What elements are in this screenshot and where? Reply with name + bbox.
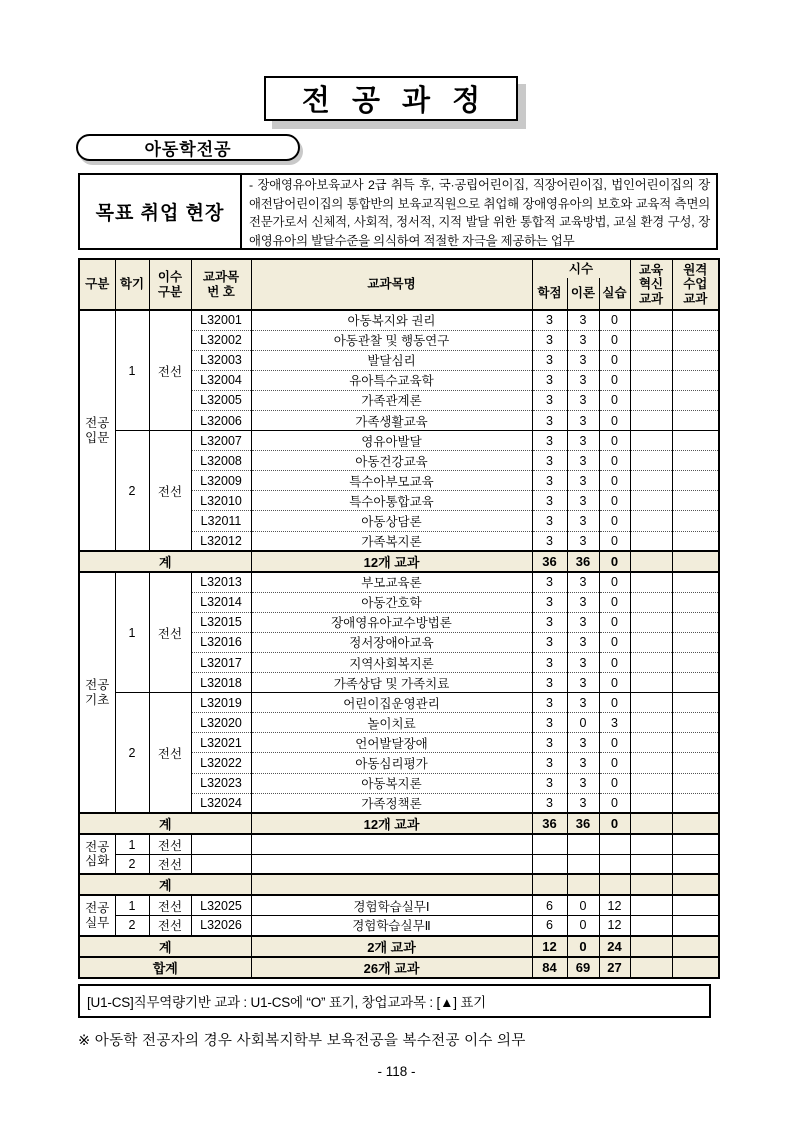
course-theory-cell: 3 (567, 673, 599, 693)
course-edu-innovation-cell (630, 834, 672, 854)
course-practice-cell: 0 (599, 733, 630, 753)
goal-description: - 장애영유아보육교사 2급 취득 후, 국·공립어린이집, 직장어린이집, 법인어린이집의 장애전담어린이집의 통합반의 보육교직원으로 취업해 장애영유아의 보호와 교육적 측면의 전문가로서 신체적, 사회적, 정서적, 지적 발달 위한 통합적 교육방법, 교실 환경 구성, 장애영유아의 발달수준을 의식하여 적절한 자극을 제공하는 업무 (249, 178, 710, 248)
course-remote-class-cell (672, 834, 719, 854)
page-title: 전 공 과 정 (301, 85, 488, 117)
course-code-cell: L32013 (191, 572, 251, 592)
course-theory-cell: 3 (567, 793, 599, 813)
total-practice-cell: 24 (599, 936, 630, 957)
course-practice-cell (599, 854, 630, 874)
course-edu-innovation-cell (630, 895, 672, 915)
course-credit-cell: 3 (532, 693, 567, 713)
course-practice-cell (599, 834, 630, 854)
course-theory-cell (567, 834, 599, 854)
course-code-cell: L32002 (191, 330, 251, 350)
major-badge (76, 134, 300, 161)
header-type: 이수 구분 (149, 259, 191, 310)
total-label-cell: 계 (79, 936, 251, 957)
course-practice-cell: 0 (599, 612, 630, 632)
course-practice-cell: 0 (599, 471, 630, 491)
total-remote-class-cell (672, 936, 719, 957)
course-code-cell: L32019 (191, 693, 251, 713)
course-remote-class-cell (672, 531, 719, 551)
course-code-cell: L32024 (191, 793, 251, 813)
header-code: 교과목 번 호 (191, 259, 251, 310)
course-practice-cell: 0 (599, 632, 630, 652)
total-remote-class-cell (672, 957, 719, 978)
table-row (79, 431, 719, 451)
course-credit-cell: 3 (532, 431, 567, 451)
goal-employment-box (78, 173, 718, 250)
course-edu-innovation-cell (630, 713, 672, 733)
course-practice-cell: 3 (599, 713, 630, 733)
course-code-cell: L32015 (191, 612, 251, 632)
total-edu-innovation-cell (630, 957, 672, 978)
course-credit-cell: 3 (532, 310, 567, 330)
course-code-cell: L32005 (191, 390, 251, 410)
course-theory-cell: 3 (567, 531, 599, 551)
course-remote-class-cell (672, 471, 719, 491)
course-practice-cell: 0 (599, 653, 630, 673)
total-practice-cell: 27 (599, 957, 630, 978)
total-label-cell: 합계 (79, 957, 251, 978)
course-theory-cell: 0 (567, 713, 599, 733)
header-hours: 시수 (532, 259, 630, 278)
legend-note-box (78, 984, 711, 1018)
course-name-cell: 아동복지론 (251, 773, 532, 793)
course-remote-class-cell (672, 310, 719, 330)
course-name-cell: 가족상담 및 가족치료 (251, 673, 532, 693)
course-edu-innovation-cell (630, 390, 672, 410)
course-edu-innovation-cell (630, 592, 672, 612)
total-edu-innovation-cell (630, 551, 672, 572)
course-remote-class-cell (672, 673, 719, 693)
total-label-cell: 계 (79, 874, 251, 895)
course-code-cell: L32012 (191, 531, 251, 551)
course-remote-class-cell (672, 773, 719, 793)
term-cell: 2 (115, 431, 149, 552)
course-code-cell: L32023 (191, 773, 251, 793)
course-edu-innovation-cell (630, 793, 672, 813)
course-practice-cell: 0 (599, 592, 630, 612)
total-edu-innovation-cell (630, 813, 672, 834)
course-credit-cell: 3 (532, 632, 567, 652)
course-credit-cell: 3 (532, 491, 567, 511)
course-name-cell: 놀이치료 (251, 713, 532, 733)
course-type-cell: 전선 (149, 895, 191, 915)
term-cell: 1 (115, 572, 149, 693)
course-remote-class-cell (672, 793, 719, 813)
course-practice-cell: 0 (599, 431, 630, 451)
course-code-cell: L32020 (191, 713, 251, 733)
course-code-cell: L32009 (191, 471, 251, 491)
course-remote-class-cell (672, 390, 719, 410)
course-remote-class-cell (672, 350, 719, 370)
course-remote-class-cell (672, 431, 719, 451)
course-theory-cell: 3 (567, 451, 599, 471)
course-code-cell: L32017 (191, 653, 251, 673)
course-credit-cell: 6 (532, 895, 567, 915)
table-row (79, 310, 719, 330)
course-theory-cell: 3 (567, 431, 599, 451)
course-edu-innovation-cell (630, 673, 672, 693)
asterisk-note: ※ 아동학 전공자의 경우 사회복지학부 보육전공을 복수전공 이수 의무 (78, 1033, 526, 1049)
course-name-cell: 경험학습실무Ⅱ (251, 916, 532, 936)
course-edu-innovation-cell (630, 916, 672, 936)
course-name-cell: 특수아통합교육 (251, 491, 532, 511)
header-practice: 실습 (599, 278, 630, 310)
legend-note-text: [U1-CS]직무역량기반 교과 : U1-CS에 “O” 표기, 창업교과목 : [▲] 표기 (87, 995, 487, 1010)
table-body (79, 310, 719, 978)
course-name-cell: 발달심리 (251, 350, 532, 370)
course-name-cell (251, 854, 532, 874)
course-remote-class-cell (672, 693, 719, 713)
course-theory-cell: 3 (567, 653, 599, 673)
course-credit-cell: 3 (532, 531, 567, 551)
course-name-cell: 아동관찰 및 행동연구 (251, 330, 532, 350)
course-code-cell (191, 854, 251, 874)
course-practice-cell: 0 (599, 390, 630, 410)
course-credit-cell: 3 (532, 471, 567, 491)
total-edu-innovation-cell (630, 936, 672, 957)
total-theory-cell (567, 874, 599, 895)
course-edu-innovation-cell (630, 693, 672, 713)
course-practice-cell: 0 (599, 410, 630, 430)
grand-total-row (79, 957, 719, 978)
total-name-cell (251, 874, 532, 895)
total-name-cell: 12개 교과 (251, 551, 532, 572)
total-edu-innovation-cell (630, 874, 672, 895)
course-credit-cell: 3 (532, 673, 567, 693)
course-theory-cell: 3 (567, 612, 599, 632)
course-code-cell: L32006 (191, 410, 251, 430)
course-practice-cell: 0 (599, 451, 630, 471)
course-code-cell: L32004 (191, 370, 251, 390)
course-edu-innovation-cell (630, 310, 672, 330)
course-name-cell: 영유아발달 (251, 431, 532, 451)
term-cell: 2 (115, 693, 149, 814)
total-credit-cell: 84 (532, 957, 567, 978)
course-edu-innovation-cell (630, 330, 672, 350)
course-credit-cell (532, 854, 567, 874)
subtotal-row (79, 813, 719, 834)
course-code-cell: L32026 (191, 916, 251, 936)
course-practice-cell: 0 (599, 330, 630, 350)
course-code-cell: L32003 (191, 350, 251, 370)
term-cell: 1 (115, 895, 149, 915)
group-label-cell: 전공 기초 (79, 572, 115, 813)
course-name-cell: 아동심리평가 (251, 753, 532, 773)
course-practice-cell: 0 (599, 773, 630, 793)
total-theory-cell: 0 (567, 936, 599, 957)
course-edu-innovation-cell (630, 733, 672, 753)
course-remote-class-cell (672, 895, 719, 915)
course-practice-cell: 0 (599, 753, 630, 773)
course-remote-class-cell (672, 653, 719, 673)
course-code-cell: L32014 (191, 592, 251, 612)
course-credit-cell: 3 (532, 390, 567, 410)
course-credit-cell: 3 (532, 592, 567, 612)
course-credit-cell: 3 (532, 733, 567, 753)
course-name-cell: 아동건강교육 (251, 451, 532, 471)
course-remote-class-cell (672, 854, 719, 874)
course-name-cell: 언어발달장애 (251, 733, 532, 753)
course-code-cell: L32008 (191, 451, 251, 471)
course-theory-cell: 3 (567, 511, 599, 531)
course-type-cell: 전선 (149, 431, 191, 552)
course-practice-cell: 0 (599, 370, 630, 390)
total-remote-class-cell (672, 874, 719, 895)
course-edu-innovation-cell (630, 612, 672, 632)
course-name-cell: 아동복지와 권리 (251, 310, 532, 330)
course-type-cell: 전선 (149, 572, 191, 693)
course-code-cell (191, 834, 251, 854)
course-credit-cell: 3 (532, 511, 567, 531)
course-theory-cell: 3 (567, 572, 599, 592)
course-edu-innovation-cell (630, 491, 672, 511)
term-cell: 1 (115, 834, 149, 854)
page-number: - 118 - (377, 1064, 416, 1079)
course-practice-cell: 0 (599, 572, 630, 592)
course-remote-class-cell (672, 753, 719, 773)
course-credit-cell: 3 (532, 451, 567, 471)
course-name-cell: 특수아부모교육 (251, 471, 532, 491)
total-name-cell: 2개 교과 (251, 936, 532, 957)
table-row (79, 693, 719, 713)
total-credit-cell (532, 874, 567, 895)
group-label-cell: 전공 심화 (79, 834, 115, 874)
course-name-cell: 경험학습실무Ⅰ (251, 895, 532, 915)
course-code-cell: L32025 (191, 895, 251, 915)
course-name-cell: 부모교육론 (251, 572, 532, 592)
course-name-cell: 아동간호학 (251, 592, 532, 612)
course-credit-cell: 3 (532, 612, 567, 632)
course-theory-cell: 3 (567, 491, 599, 511)
header-term: 학기 (115, 259, 149, 310)
course-theory-cell: 3 (567, 733, 599, 753)
subtotal-row (79, 551, 719, 572)
total-credit-cell: 36 (532, 551, 567, 572)
course-credit-cell: 3 (532, 410, 567, 430)
table-row (79, 916, 719, 936)
course-practice-cell: 12 (599, 916, 630, 936)
course-theory-cell: 3 (567, 390, 599, 410)
course-code-cell: L32018 (191, 673, 251, 693)
page-title-box (264, 76, 518, 121)
course-name-cell: 장애영유아교수방법론 (251, 612, 532, 632)
total-name-cell: 12개 교과 (251, 813, 532, 834)
total-remote-class-cell (672, 551, 719, 572)
table-row (79, 854, 719, 874)
course-type-cell: 전선 (149, 854, 191, 874)
course-remote-class-cell (672, 410, 719, 430)
course-credit-cell: 3 (532, 713, 567, 733)
course-edu-innovation-cell (630, 471, 672, 491)
course-remote-class-cell (672, 612, 719, 632)
course-theory-cell: 3 (567, 471, 599, 491)
course-name-cell: 가족정책론 (251, 793, 532, 813)
goal-label: 목표 취업 현장 (80, 175, 242, 248)
total-theory-cell: 36 (567, 813, 599, 834)
course-remote-class-cell (672, 511, 719, 531)
course-practice-cell: 0 (599, 350, 630, 370)
course-code-cell: L32010 (191, 491, 251, 511)
course-name-cell: 가족복지론 (251, 531, 532, 551)
course-code-cell: L32021 (191, 733, 251, 753)
course-practice-cell: 0 (599, 491, 630, 511)
total-practice-cell: 0 (599, 551, 630, 572)
course-practice-cell: 12 (599, 895, 630, 915)
course-name-cell: 정서장애아교육 (251, 632, 532, 652)
course-credit-cell: 3 (532, 773, 567, 793)
course-practice-cell: 0 (599, 673, 630, 693)
course-theory-cell: 3 (567, 592, 599, 612)
course-edu-innovation-cell (630, 431, 672, 451)
course-edu-innovation-cell (630, 350, 672, 370)
course-theory-cell: 3 (567, 632, 599, 652)
course-theory-cell: 3 (567, 350, 599, 370)
header-theory: 이론 (567, 278, 599, 310)
course-edu-innovation-cell (630, 632, 672, 652)
course-name-cell: 지역사회복지론 (251, 653, 532, 673)
group-label-cell: 전공 입문 (79, 310, 115, 551)
course-type-cell: 전선 (149, 310, 191, 431)
course-remote-class-cell (672, 632, 719, 652)
course-name-cell: 유아특수교육학 (251, 370, 532, 390)
course-theory-cell: 3 (567, 753, 599, 773)
header-name: 교과목명 (251, 259, 532, 310)
course-practice-cell: 0 (599, 693, 630, 713)
total-practice-cell (599, 874, 630, 895)
course-name-cell: 가족생활교육 (251, 410, 532, 430)
table-header (79, 259, 719, 310)
course-code-cell: L32007 (191, 431, 251, 451)
course-edu-innovation-cell (630, 653, 672, 673)
course-type-cell: 전선 (149, 834, 191, 854)
course-practice-cell: 0 (599, 310, 630, 330)
course-theory-cell (567, 854, 599, 874)
total-name-cell: 26개 교과 (251, 957, 532, 978)
course-theory-cell: 3 (567, 310, 599, 330)
course-credit-cell: 3 (532, 793, 567, 813)
course-edu-innovation-cell (630, 451, 672, 471)
curriculum-table (78, 258, 720, 979)
subtotal-row (79, 936, 719, 957)
course-practice-cell: 0 (599, 793, 630, 813)
course-edu-innovation-cell (630, 773, 672, 793)
course-remote-class-cell (672, 592, 719, 612)
course-theory-cell: 3 (567, 330, 599, 350)
total-credit-cell: 12 (532, 936, 567, 957)
course-credit-cell: 3 (532, 653, 567, 673)
table-row (79, 834, 719, 854)
course-theory-cell: 3 (567, 370, 599, 390)
header-remote-class: 원격 수업 교과 (672, 259, 719, 310)
course-credit-cell: 3 (532, 753, 567, 773)
course-code-cell: L32011 (191, 511, 251, 531)
term-cell: 1 (115, 310, 149, 431)
course-credit-cell (532, 834, 567, 854)
course-remote-class-cell (672, 330, 719, 350)
course-type-cell: 전선 (149, 916, 191, 936)
course-practice-cell: 0 (599, 531, 630, 551)
course-remote-class-cell (672, 491, 719, 511)
table-row (79, 895, 719, 915)
course-remote-class-cell (672, 572, 719, 592)
course-credit-cell: 3 (532, 370, 567, 390)
course-name-cell: 아동상담론 (251, 511, 532, 531)
term-cell: 2 (115, 854, 149, 874)
course-remote-class-cell (672, 370, 719, 390)
course-practice-cell: 0 (599, 511, 630, 531)
total-practice-cell: 0 (599, 813, 630, 834)
course-type-cell: 전선 (149, 693, 191, 814)
course-edu-innovation-cell (630, 410, 672, 430)
course-theory-cell: 3 (567, 693, 599, 713)
total-label-cell: 계 (79, 813, 251, 834)
course-edu-innovation-cell (630, 753, 672, 773)
total-credit-cell: 36 (532, 813, 567, 834)
total-theory-cell: 36 (567, 551, 599, 572)
course-edu-innovation-cell (630, 370, 672, 390)
course-credit-cell: 6 (532, 916, 567, 936)
course-edu-innovation-cell (630, 511, 672, 531)
header-credit: 학점 (532, 278, 567, 310)
course-edu-innovation-cell (630, 531, 672, 551)
course-code-cell: L32022 (191, 753, 251, 773)
course-remote-class-cell (672, 713, 719, 733)
header-edu-innovation: 교육 혁신 교과 (630, 259, 672, 310)
course-remote-class-cell (672, 916, 719, 936)
major-badge-label: 아동학전공 (144, 140, 232, 159)
term-cell: 2 (115, 916, 149, 936)
course-credit-cell: 3 (532, 572, 567, 592)
course-theory-cell: 0 (567, 916, 599, 936)
course-name-cell (251, 834, 532, 854)
header-group: 구분 (79, 259, 115, 310)
total-remote-class-cell (672, 813, 719, 834)
course-edu-innovation-cell (630, 854, 672, 874)
course-remote-class-cell (672, 451, 719, 471)
course-code-cell: L32001 (191, 310, 251, 330)
total-theory-cell: 69 (567, 957, 599, 978)
course-credit-cell: 3 (532, 350, 567, 370)
total-label-cell: 계 (79, 551, 251, 572)
course-name-cell: 어린이집운영관리 (251, 693, 532, 713)
course-theory-cell: 3 (567, 410, 599, 430)
course-edu-innovation-cell (630, 572, 672, 592)
course-theory-cell: 0 (567, 895, 599, 915)
course-remote-class-cell (672, 733, 719, 753)
course-code-cell: L32016 (191, 632, 251, 652)
group-label-cell: 전공 실무 (79, 895, 115, 935)
course-name-cell: 가족관계론 (251, 390, 532, 410)
course-credit-cell: 3 (532, 330, 567, 350)
subtotal-row (79, 874, 719, 895)
course-theory-cell: 3 (567, 773, 599, 793)
table-row (79, 572, 719, 592)
